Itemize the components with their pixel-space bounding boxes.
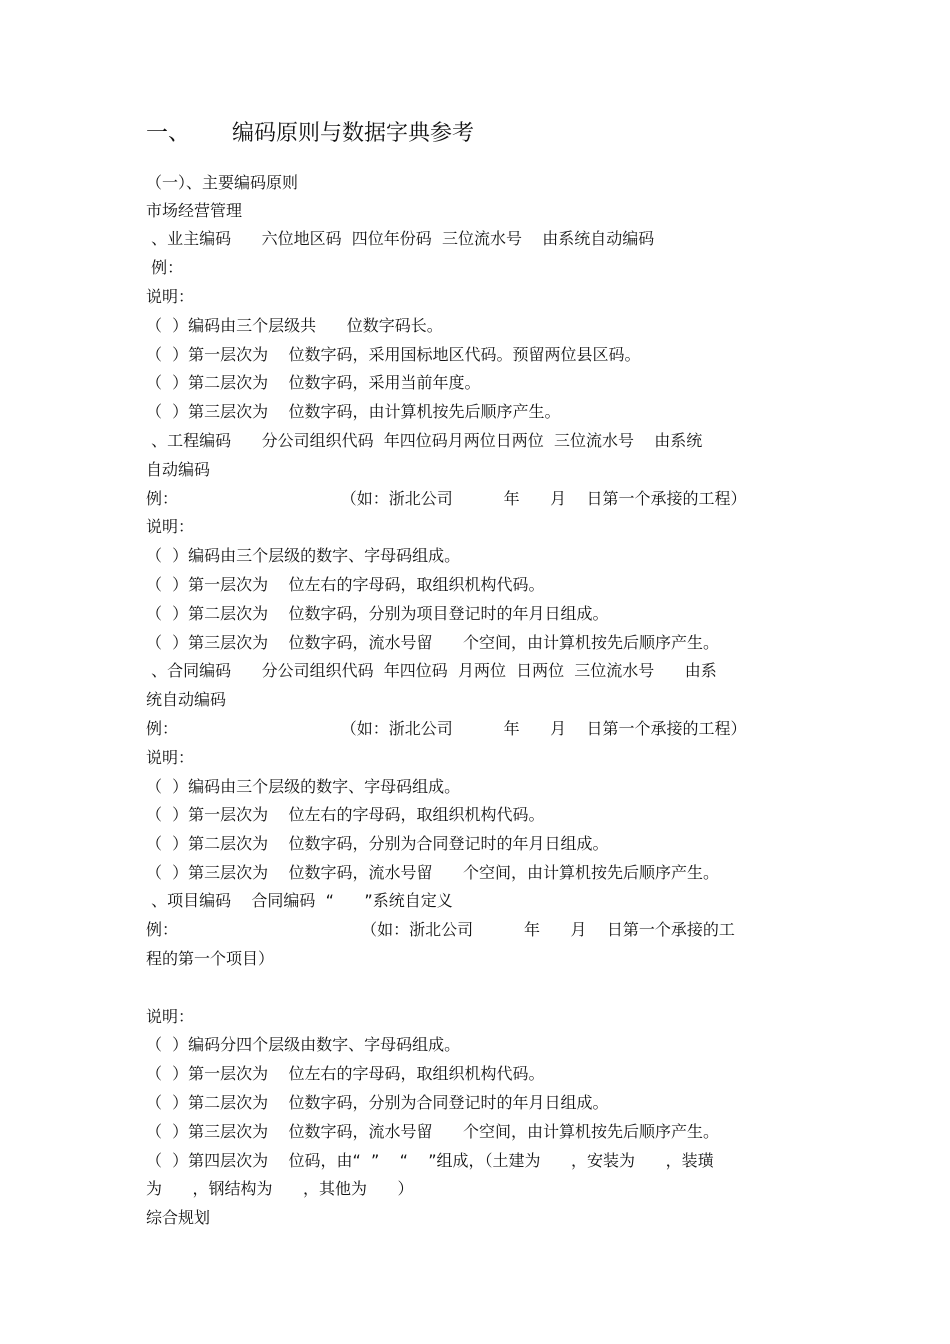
contract-code-title: 、合同编码 分公司组织代码 年四位码 月两位 日两位 三位流水号 由系 xyxy=(146,661,717,680)
subheading-principles: （一）、主要编码原则 xyxy=(146,173,299,192)
item-code-note-label: 说明： xyxy=(146,1007,195,1026)
owner-code-title: 、业主编码 六位地区码 四位年份码 三位流水号 由系统自动编码 xyxy=(146,229,655,248)
section-heading: 一、 编码原则与数据字典参考 xyxy=(146,121,474,146)
project-code-note-2: （ ）第一层次为 位左右的字母码，取组织机构代码。 xyxy=(146,575,545,594)
owner-code-example: 例： xyxy=(146,258,184,277)
contract-code-note-label: 说明： xyxy=(146,748,195,767)
contract-code-example: 例： （如：浙北公司 年 月 日第一个承接的工程） xyxy=(146,719,747,738)
owner-code-note-4: （ ）第三层次为 位数字码，由计算机按先后顺序产生。 xyxy=(146,402,561,421)
contract-code-note-1: （ ）编码由三个层级的数字、字母码组成。 xyxy=(146,777,461,796)
item-code-example-cont: 程的第一个项目） xyxy=(146,949,275,968)
project-code-note-3: （ ）第二层次为 位数字码，分别为项目登记时的年月日组成。 xyxy=(146,604,609,623)
contract-code-note-3: （ ）第二层次为 位数字码，分别为合同登记时的年月日组成。 xyxy=(146,834,609,853)
item-code-note-2: （ ）第一层次为 位左右的字母码，取组织机构代码。 xyxy=(146,1064,545,1083)
project-code-example: 例： （如：浙北公司 年 月 日第一个承接的工程） xyxy=(146,489,747,508)
item-code-title: 、项目编码 合同编码 “ ”系统自定义 xyxy=(146,891,453,910)
item-code-note-1: （ ）编码分四个层级由数字、字母码组成。 xyxy=(146,1035,461,1054)
contract-code-note-2: （ ）第一层次为 位左右的字母码，取组织机构代码。 xyxy=(146,805,545,824)
category-planning: 综合规划 xyxy=(146,1208,211,1227)
contract-code-note-4: （ ）第三层次为 位数字码，流水号留 个空间，由计算机按先后顺序产生。 xyxy=(146,863,720,882)
category-market: 市场经营管理 xyxy=(146,201,243,220)
owner-code-note-1: （ ）编码由三个层级共 位数字码长。 xyxy=(146,316,443,335)
item-code-note-5-cont: 为 ，钢结构为 ，其他为 ） xyxy=(146,1179,414,1198)
project-code-title: 、工程编码 分公司组织代码 年四位码月两位日两位 三位流水号 由系统 xyxy=(146,431,703,450)
project-code-note-label: 说明： xyxy=(146,517,195,536)
item-code-note-3: （ ）第二层次为 位数字码，分别为合同登记时的年月日组成。 xyxy=(146,1093,609,1112)
owner-code-note-3: （ ）第二层次为 位数字码，采用当前年度。 xyxy=(146,373,481,392)
owner-code-note-2: （ ）第一层次为 位数字码，采用国标地区代码。预留两位县区码。 xyxy=(146,345,641,364)
project-code-note-1: （ ）编码由三个层级的数字、字母码组成。 xyxy=(146,546,461,565)
project-code-note-4: （ ）第三层次为 位数字码，流水号留 个空间，由计算机按先后顺序产生。 xyxy=(146,633,720,652)
item-code-note-4: （ ）第三层次为 位数字码，流水号留 个空间，由计算机按先后顺序产生。 xyxy=(146,1122,720,1141)
project-code-title-cont: 自动编码 xyxy=(146,460,211,479)
contract-code-title-cont: 统自动编码 xyxy=(146,690,227,709)
item-code-example: 例： （如：浙北公司 年 月 日第一个承接的工 xyxy=(146,920,735,939)
owner-code-note-label: 说明： xyxy=(146,287,195,306)
item-code-note-5: （ ）第四层次为 位码，由“ ” “ ”组成，（土建为 ，安装为 ，装璜 xyxy=(146,1151,714,1170)
